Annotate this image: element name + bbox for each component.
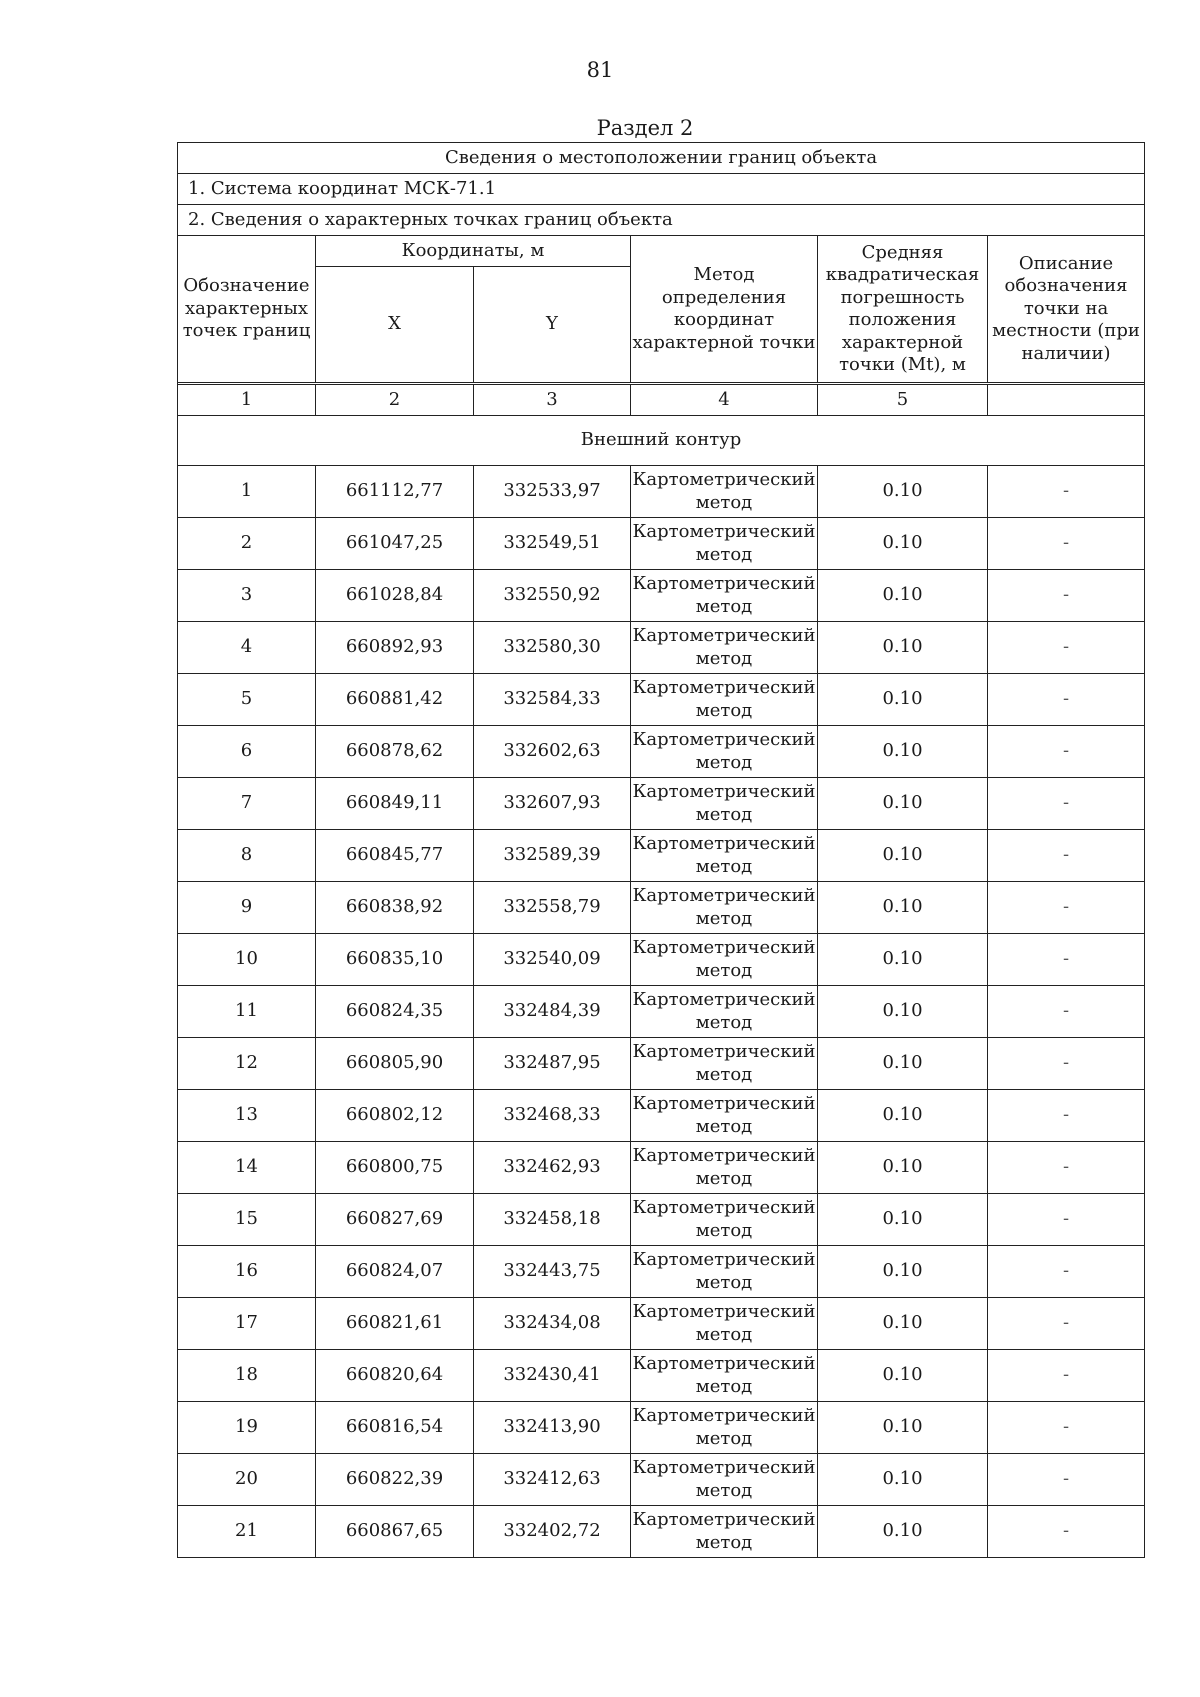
point-number-cell: 1 [178,466,316,518]
description-cell: - [988,1194,1145,1246]
header-x: X [316,267,474,383]
description-cell: - [988,1298,1145,1350]
x-coordinate-cell: 660849,11 [316,778,474,830]
method-cell: Картометрический метод [631,570,818,622]
section-title: Раздел 2 [596,116,694,140]
x-coordinate-cell: 660824,35 [316,986,474,1038]
y-coordinate-cell: 332462,93 [474,1142,631,1194]
mean-error-cell: 0.10 [818,570,988,622]
x-coordinate-cell: 660867,65 [316,1506,474,1558]
point-number-cell: 17 [178,1298,316,1350]
mean-error-cell: 0.10 [818,1038,988,1090]
point-number-cell: 5 [178,674,316,726]
page-number: 81 [586,58,614,82]
point-number-cell: 11 [178,986,316,1038]
x-coordinate-cell: 660878,62 [316,726,474,778]
mean-error-cell: 0.10 [818,1194,988,1246]
point-number-cell: 12 [178,1038,316,1090]
header-y: Y [474,267,631,383]
description-cell: - [988,1402,1145,1454]
y-coordinate-cell: 332589,39 [474,830,631,882]
mean-error-cell: 0.10 [818,1246,988,1298]
x-coordinate-cell: 660881,42 [316,674,474,726]
x-coordinate-cell: 661028,84 [316,570,474,622]
x-coordinate-cell: 661112,77 [316,466,474,518]
header-mean-error: Средняя квадратическая погрешность положения характерной точки (Mt), м [818,236,988,383]
description-cell: - [988,1142,1145,1194]
y-coordinate-cell: 332602,63 [474,726,631,778]
mean-error-cell: 0.10 [818,674,988,726]
point-number-cell: 4 [178,622,316,674]
y-coordinate-cell: 332412,63 [474,1454,631,1506]
description-cell: - [988,1506,1145,1558]
mean-error-cell: 0.10 [818,726,988,778]
description-cell: - [988,778,1145,830]
y-coordinate-cell: 332487,95 [474,1038,631,1090]
mean-error-cell: 0.10 [818,778,988,830]
description-cell: - [988,1038,1145,1090]
points-heading-line: 2. Сведения о характерных точках границ объекта [178,205,1145,236]
header-method: Метод определения координат характерной точки [631,236,818,383]
method-cell: Картометрический метод [631,1038,818,1090]
boundary-points-table [177,142,1145,1558]
method-cell: Картометрический метод [631,1194,818,1246]
point-number-cell: 6 [178,726,316,778]
y-coordinate-cell: 332540,09 [474,934,631,986]
y-coordinate-cell: 332468,33 [474,1090,631,1142]
point-number-cell: 15 [178,1194,316,1246]
method-cell: Картометрический метод [631,674,818,726]
description-cell: - [988,934,1145,986]
x-coordinate-cell: 660816,54 [316,1402,474,1454]
description-cell: - [988,830,1145,882]
table-row [178,726,1145,778]
table-row [178,570,1145,622]
column-number: 1 [178,385,316,416]
x-coordinate-cell: 660821,61 [316,1298,474,1350]
y-coordinate-cell: 332484,39 [474,986,631,1038]
y-coordinate-cell: 332580,30 [474,622,631,674]
point-number-cell: 20 [178,1454,316,1506]
x-coordinate-cell: 660892,93 [316,622,474,674]
mean-error-cell: 0.10 [818,466,988,518]
method-cell: Картометрический метод [631,830,818,882]
mean-error-cell: 0.10 [818,1402,988,1454]
table-row [178,934,1145,986]
y-coordinate-cell: 332607,93 [474,778,631,830]
table-row [178,1454,1145,1506]
mean-error-cell: 0.10 [818,1506,988,1558]
y-coordinate-cell: 332533,97 [474,466,631,518]
description-cell: - [988,570,1145,622]
mean-error-cell: 0.10 [818,882,988,934]
mean-error-cell: 0.10 [818,1142,988,1194]
table-row [178,830,1145,882]
method-cell: Картометрический метод [631,1454,818,1506]
y-coordinate-cell: 332434,08 [474,1298,631,1350]
table-row [178,1038,1145,1090]
table-row [178,1142,1145,1194]
x-coordinate-cell: 660820,64 [316,1350,474,1402]
description-cell: - [988,518,1145,570]
contour-label: Внешний контур [178,416,1145,466]
table-row [178,466,1145,518]
x-coordinate-cell: 660845,77 [316,830,474,882]
y-coordinate-cell: 332549,51 [474,518,631,570]
method-cell: Картометрический метод [631,1298,818,1350]
y-coordinate-cell: 332443,75 [474,1246,631,1298]
description-cell: - [988,986,1145,1038]
y-coordinate-cell: 332458,18 [474,1194,631,1246]
table-row [178,1246,1145,1298]
table-row [178,986,1145,1038]
point-number-cell: 21 [178,1506,316,1558]
mean-error-cell: 0.10 [818,986,988,1038]
description-cell: - [988,674,1145,726]
method-cell: Картометрический метод [631,934,818,986]
mean-error-cell: 0.10 [818,1350,988,1402]
description-cell: - [988,1090,1145,1142]
table-row [178,1090,1145,1142]
point-number-cell: 14 [178,1142,316,1194]
coordinate-system-line: 1. Система координат МСК-71.1 [178,174,1145,205]
description-cell: - [988,882,1145,934]
table-row [178,1402,1145,1454]
y-coordinate-cell: 332584,33 [474,674,631,726]
table-row [178,1350,1145,1402]
point-number-cell: 9 [178,882,316,934]
x-coordinate-cell: 660835,10 [316,934,474,986]
mean-error-cell: 0.10 [818,1454,988,1506]
x-coordinate-cell: 661047,25 [316,518,474,570]
table-title: Сведения о местоположении границ объекта [178,143,1145,174]
y-coordinate-cell: 332550,92 [474,570,631,622]
mean-error-cell: 0.10 [818,1298,988,1350]
mean-error-cell: 0.10 [818,518,988,570]
description-cell: - [988,1246,1145,1298]
method-cell: Картометрический метод [631,1246,818,1298]
description-cell: - [988,1350,1145,1402]
y-coordinate-cell: 332558,79 [474,882,631,934]
point-number-cell: 13 [178,1090,316,1142]
method-cell: Картометрический метод [631,1402,818,1454]
y-coordinate-cell: 332430,41 [474,1350,631,1402]
table-row [178,1194,1145,1246]
method-cell: Картометрический метод [631,726,818,778]
table-row [178,622,1145,674]
description-cell: - [988,1454,1145,1506]
x-coordinate-cell: 660805,90 [316,1038,474,1090]
x-coordinate-cell: 660824,07 [316,1246,474,1298]
y-coordinate-cell: 332413,90 [474,1402,631,1454]
table-row [178,1506,1145,1558]
method-cell: Картометрический метод [631,882,818,934]
point-number-cell: 19 [178,1402,316,1454]
method-cell: Картометрический метод [631,1142,818,1194]
point-number-cell: 18 [178,1350,316,1402]
y-coordinate-cell: 332402,72 [474,1506,631,1558]
x-coordinate-cell: 660838,92 [316,882,474,934]
x-coordinate-cell: 660802,12 [316,1090,474,1142]
description-cell: - [988,466,1145,518]
point-number-cell: 8 [178,830,316,882]
method-cell: Картометрический метод [631,778,818,830]
point-number-cell: 2 [178,518,316,570]
method-cell: Картометрический метод [631,986,818,1038]
method-cell: Картометрический метод [631,1090,818,1142]
column-number: 4 [631,385,818,416]
column-number: 3 [474,385,631,416]
point-number-cell: 3 [178,570,316,622]
header-point-designation: Обозначение характерных точек границ [178,236,316,383]
table-row [178,674,1145,726]
header-description: Описание обозначения точки на местности (при наличии) [988,236,1145,383]
column-number: 2 [316,385,474,416]
header-coordinates: Координаты, м [316,236,631,267]
method-cell: Картометрический метод [631,1506,818,1558]
x-coordinate-cell: 660822,39 [316,1454,474,1506]
table-row [178,882,1145,934]
method-cell: Картометрический метод [631,466,818,518]
point-number-cell: 7 [178,778,316,830]
x-coordinate-cell: 660827,69 [316,1194,474,1246]
description-cell: - [988,622,1145,674]
point-number-cell: 16 [178,1246,316,1298]
mean-error-cell: 0.10 [818,934,988,986]
method-cell: Картометрический метод [631,518,818,570]
table-row [178,778,1145,830]
mean-error-cell: 0.10 [818,622,988,674]
table-row [178,518,1145,570]
column-number: 5 [818,385,988,416]
mean-error-cell: 0.10 [818,1090,988,1142]
description-cell: - [988,726,1145,778]
table-row [178,1298,1145,1350]
point-number-cell: 10 [178,934,316,986]
method-cell: Картометрический метод [631,622,818,674]
mean-error-cell: 0.10 [818,830,988,882]
x-coordinate-cell: 660800,75 [316,1142,474,1194]
column-number [988,385,1145,416]
method-cell: Картометрический метод [631,1350,818,1402]
